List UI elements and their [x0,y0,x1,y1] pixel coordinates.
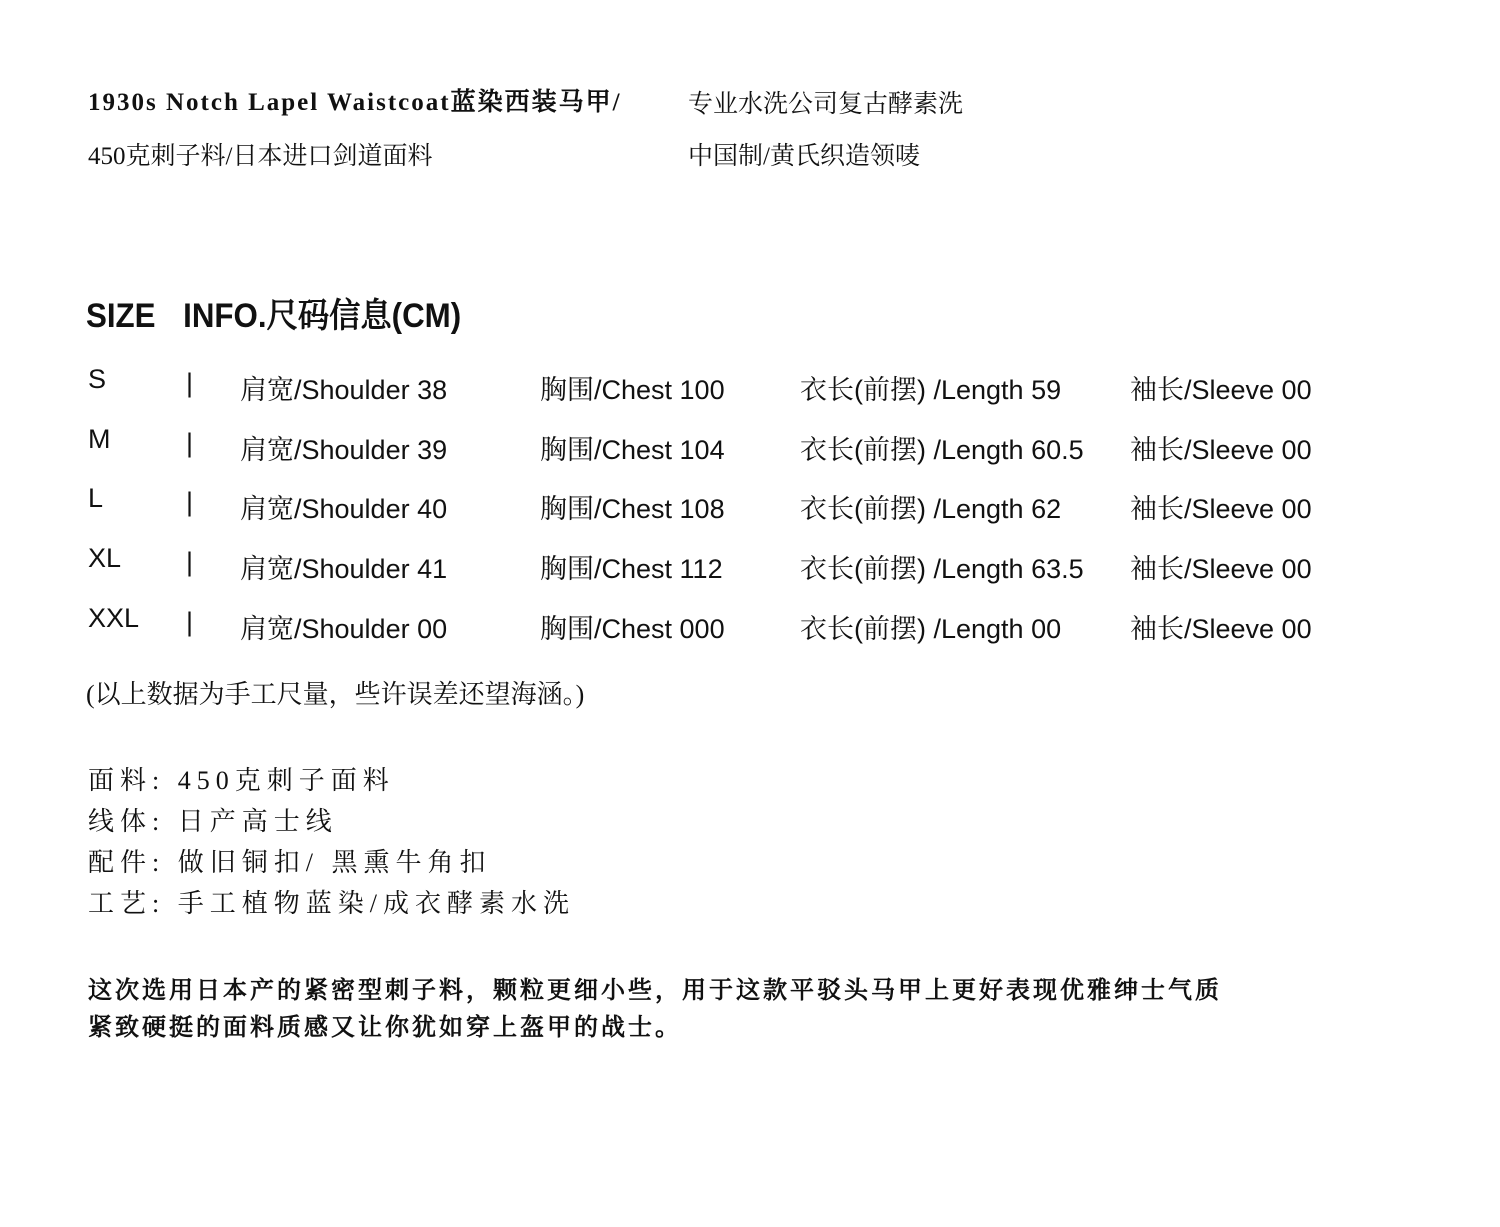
length-value: 衣长(前摆) /Length 60.5 [800,435,1084,465]
origin-note: 中国制/黄氏织造领唛 [688,143,920,170]
description-line-2: 紧致硬挺的面料质感又让你犹如穿上盔甲的战士。 [88,1015,682,1041]
size-label: XXL [88,603,140,633]
spec-value: 450克刺子面料 [177,766,395,795]
spec-thread [88,801,338,838]
shoulder-value: 肩宽/Shoulder 38 [240,375,448,405]
sleeve-value: 袖长/Sleeve 00 [1130,435,1312,465]
chest-value: 胸围/Chest 108 [540,494,725,524]
spec-label: 工艺: [88,889,166,918]
size-label: M [88,424,111,454]
washing-note: 专业水洗公司复古酵素洗 [688,91,964,118]
row-separator: | [186,428,194,458]
row-separator: | [186,547,194,577]
sleeve-value: 袖长/Sleeve 00 [1130,375,1312,405]
spec-value: 手工植物蓝染/成衣酵素水洗 [177,889,575,918]
spec-label: 配件: [88,848,166,877]
row-separator: | [186,368,194,398]
length-value: 衣长(前摆) /Length 62 [800,494,1062,524]
sleeve-value: 袖长/Sleeve 00 [1130,554,1312,584]
size-info-title [86,288,461,337]
size-row-l [0,483,1500,527]
chest-value: 胸围/Chest 000 [540,614,725,644]
description-line-1: 这次选用日本产的紧密型刺子料，颗粒更细小些，用于这款平驳头马甲上更好表现优雅绅士气质 [88,978,1222,1004]
spec-fabric [88,760,395,797]
length-value: 衣长(前摆) /Length 00 [800,614,1062,644]
size-row-xl [0,543,1500,587]
product-title: 1930s Notch Lapel Waistcoat蓝染西装马甲/ [88,89,622,116]
size-label: L [88,483,104,513]
chest-value: 胸围/Chest 100 [540,375,725,405]
spec-value: 日产高士线 [177,807,338,836]
sleeve-value: 袖长/Sleeve 00 [1130,614,1312,644]
chest-value: 胸围/Chest 104 [540,435,725,465]
size-label: S [88,364,107,394]
size-label: XL [88,543,122,573]
shoulder-value: 肩宽/Shoulder 00 [240,614,448,644]
size-row-m [0,424,1500,468]
spec-craft [88,883,575,920]
size-row-s [0,364,1500,408]
size-title-part1: SIZE [86,297,156,335]
spec-label: 线体: [88,807,166,836]
length-value: 衣长(前摆) /Length 63.5 [800,554,1084,584]
measurement-note: (以上数据为手工尺量，些许误差还望海涵。) [86,680,585,709]
spec-value: 做旧铜扣/ 黑熏牛角扣 [177,848,492,877]
sleeve-value: 袖长/Sleeve 00 [1130,494,1312,524]
row-separator: | [186,487,194,517]
spec-accessories [88,842,491,879]
shoulder-value: 肩宽/Shoulder 40 [240,494,448,524]
length-value: 衣长(前摆) /Length 59 [800,375,1062,405]
fabric-note: 450克刺子料/日本进口剑道面料 [88,143,433,170]
row-separator: | [186,607,194,637]
chest-value: 胸围/Chest 112 [540,554,723,584]
shoulder-value: 肩宽/Shoulder 39 [240,435,448,465]
size-row-xxl [0,603,1500,647]
size-title-part2: INFO.尺码信息(CM) [183,297,462,335]
spec-label: 面料: [88,766,166,795]
shoulder-value: 肩宽/Shoulder 41 [240,554,448,584]
